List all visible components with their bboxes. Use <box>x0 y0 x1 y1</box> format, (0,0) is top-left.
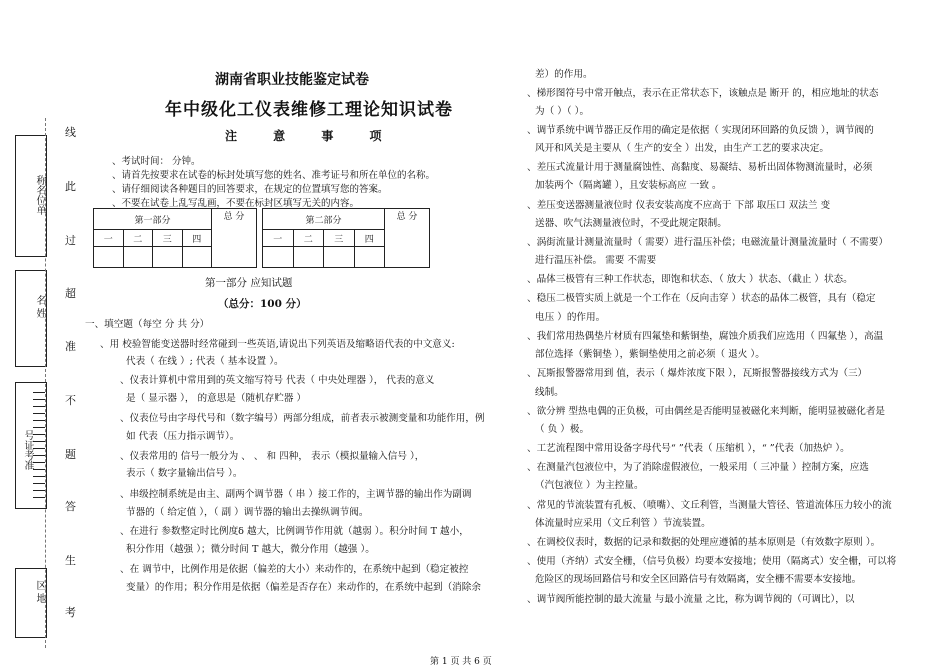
notice-heading: 注 意 事 项 <box>225 129 398 143</box>
question-line: 、常见的节流装置有孔板、（喷嘴）、文丘利管，当测量大管径、管道流体压力较小的流 <box>527 500 892 511</box>
score-col: 二 <box>293 230 324 247</box>
question-line: 、调节阀所能控制的最大流量 与最小流量 之比，称为调节阀的（可调比），以 <box>527 594 855 605</box>
score-total-label: 总 分 <box>396 212 418 222</box>
question-line: 差）的作用。 <box>535 69 593 80</box>
score-total-cell <box>212 209 257 268</box>
side-char: 准 <box>65 340 76 353</box>
question-line: 危险区的现场回路信号和安全区回路信号有效隔离，安全栅不需要本安接地。 <box>535 574 862 585</box>
score-col: 四 <box>182 230 212 247</box>
question-line: 、晶体三极管有三种工作状态，即饱和状态、（ 放大 ）状态、（截止 ）状态。 <box>527 274 853 285</box>
score-cell <box>123 247 153 268</box>
region-label: 区 地 <box>34 580 45 604</box>
unit-label: 称名位单 <box>34 175 45 215</box>
question-line: 送器、吹气法测量液位时，不受此规定限制。 <box>535 218 727 229</box>
question-line: 、仪表计算机中常用到的英文缩写符号 代表（ 中央处理器 ）， 代表的意义 <box>120 375 435 386</box>
notice-item: 、不要在试卷上乱写乱画，不要在标封区填写无关的内容。 <box>112 198 360 209</box>
exam-authority-title: 湖南省职业技能鉴定试卷 <box>215 72 369 88</box>
question-line: 变量）的作用；积分作用是依据（偏差是否存在）来动作的，在系统中起到（消除余 <box>126 582 481 593</box>
question-line: 一、填空题（每空 分 共 分） <box>85 319 210 330</box>
question-line: 电压 ）的作用。 <box>535 312 606 323</box>
score-table-part1 <box>93 208 257 268</box>
score-cell <box>94 247 124 268</box>
question-line: 、在 调节中，比例作用是依据（偏差的大小）来动作的，在系统中起到（稳定被控 <box>120 564 469 575</box>
question-line: 、稳压二极管实质上就是一个工作在（反向击穿 ）状态的晶体二极管，具有（稳定 <box>527 293 876 304</box>
side-char: 考 <box>65 606 76 619</box>
score-table-part2 <box>262 208 430 268</box>
score-cell <box>182 247 212 268</box>
question-line: 表示（ 数字量输出信号 ）。 <box>126 468 243 479</box>
side-char: 生 <box>65 554 76 567</box>
question-line: 体流量时应采用（文丘利管 ）节流装置。 <box>535 518 711 529</box>
question-line: 是（ 显示器 ）， 的意思是（随机存贮器 ） <box>126 393 307 404</box>
question-line: 、瓦斯报警器常用到 值，表示（ 爆炸浓度下限 ），瓦斯报警器接线方式为（三） <box>527 368 868 379</box>
side-char: 答 <box>65 500 76 513</box>
side-char: 不 <box>65 394 76 407</box>
score-col: 四 <box>354 230 385 247</box>
question-line: （汽包液位 ）为主控量。 <box>535 480 644 491</box>
score-col: 一 <box>263 230 294 247</box>
side-char: 超 <box>65 287 76 300</box>
question-line: 部位选择（紫铜垫 ），紫铜垫使用之前必须（ 退火 ）。 <box>535 349 765 360</box>
score-col: 一 <box>94 230 124 247</box>
question-line: 、调节系统中调节器正反作用的确定是依据（ 实现闭环回路的负反馈 ），调节阀的 <box>527 125 874 136</box>
question-line: 为（ ）（ ）。 <box>535 106 590 117</box>
side-char: 题 <box>65 448 76 461</box>
score-cell <box>354 247 385 268</box>
notice-item: 、请仔细阅读各种题目的回答要求，在规定的位置填写您的答案。 <box>112 184 388 195</box>
question-line: 、差压式流量计用于测量腐蚀性、高黏度、易凝结、易析出固体物测流量时，必须 <box>527 162 873 173</box>
question-line: 加装两个（隔离罐 ），且安装标高应 一致 。 <box>535 180 722 191</box>
question-line: 代表（ 在线 ）; 代表（ 基本设置 ）。 <box>126 356 284 367</box>
question-line: 、差压变送器测量液位时 仪表安装高度不应高于 下部 取压口 双法兰 变 <box>527 200 831 211</box>
score-part-label: 第二部分 <box>263 209 385 230</box>
score-col: 三 <box>153 230 183 247</box>
question-line: 、涡街流量计测量流量时（ 需要）进行温压补偿；电磁流量计测量流量时（ 不需要） <box>527 237 889 248</box>
score-cell <box>324 247 355 268</box>
question-line: 、仪表位号由字母代号和（数字编号）两部分组成，前者表示被测变量和功能作用，例 <box>120 413 485 424</box>
question-line: 节器的（ 给定值 ），（ 副 ）调节器的输出去操纵调节阀。 <box>126 507 369 518</box>
section-total: （总分：100 分） <box>218 298 307 310</box>
name-label: 名 姓 <box>34 295 45 319</box>
score-total-cell <box>385 209 430 268</box>
question-line: 积分作用（越强 ）；微分时间 T 越大，微分作用（越强 ）。 <box>126 544 375 555</box>
score-part-label: 第一部分 <box>94 209 212 230</box>
notice-item: 、请首先按要求在试卷的标封处填写您的姓名、准考证号和所在单位的名称。 <box>112 170 436 181</box>
id-label: 号证考准 <box>22 430 33 470</box>
binding-line <box>45 118 47 648</box>
question-line: 、工艺流程图中常用设备字母代号“ ”代表（ 压缩机 ），“ ”代表（加热炉 ）。 <box>527 443 850 454</box>
side-char: 线 <box>65 126 76 139</box>
question-line: 风开和风关是主要从（ 生产的安全 ）出发，由生产工艺的要求决定。 <box>535 143 829 154</box>
question-line: 、在测量汽包液位中，为了消除虚假液位，一般采用（ 三冲量 ）控制方案，应选 <box>527 462 869 473</box>
question-line: 、在调校仪表时，数据的记录和数据的处理应遵循的基本原则是（有效数字原则 ）。 <box>527 537 881 548</box>
question-line: 、用 校验智能变送器时经常碰到一些英语,请说出下列英语及缩略语代表的中文意义: <box>100 339 455 350</box>
notice-item: 、考试时间： 分钟。 <box>112 156 201 167</box>
question-line: 、我们常用热偶垫片材质有四氟垫和紫铜垫，腐蚀介质我们应选用（ 四氟垫 ），高温 <box>527 331 884 342</box>
exam-title: 年中级化工仪表维修工理论知识试卷 <box>165 100 453 120</box>
score-total-label: 总 分 <box>223 212 245 222</box>
question-line: （ 负 ）极。 <box>535 424 590 435</box>
score-cell <box>293 247 324 268</box>
score-cell <box>263 247 294 268</box>
question-line: 、梯形图符号中常开触点，表示在正常状态下，该触点是 断开 的，相应地址的状态 <box>527 88 879 99</box>
question-line: 线制。 <box>535 387 564 398</box>
side-char: 此 <box>65 180 76 193</box>
question-line: 、欲分辨 型热电偶的正负极，可由偶丝是否能明显被磁化来判断，能明显被磁化者是 <box>527 406 886 417</box>
question-line: 进行温压补偿。 需要 不需要 <box>535 255 657 266</box>
question-line: 、使用（齐纳）式安全栅，（信号负极）均要本安接地；使用（隔离式）安全栅，可以将 <box>527 556 897 567</box>
score-cell <box>153 247 183 268</box>
page-footer: 第 1 页 共 6 页 <box>430 657 492 667</box>
question-line: 、仪表常用的 信号一般分为 、 、 和 四种， 表示（模拟量输入信号 ）， <box>120 451 425 462</box>
question-line: 、串级控制系统是由主、副两个调节器（ 串 ）接工作的，主调节器的输出作为副调 <box>120 489 472 500</box>
id-hatch <box>33 388 45 498</box>
score-col: 二 <box>123 230 153 247</box>
question-line: 、在进行 参数整定时比例度δ 越大，比例调节作用就（越弱 ）。积分时间 T 越小， <box>120 526 469 537</box>
name-box <box>15 270 47 367</box>
section-heading: 第一部分 应知试题 <box>205 277 293 289</box>
side-char: 过 <box>65 234 76 247</box>
score-col: 三 <box>324 230 355 247</box>
question-line: 如 代表（压力指示调节）。 <box>126 431 240 442</box>
